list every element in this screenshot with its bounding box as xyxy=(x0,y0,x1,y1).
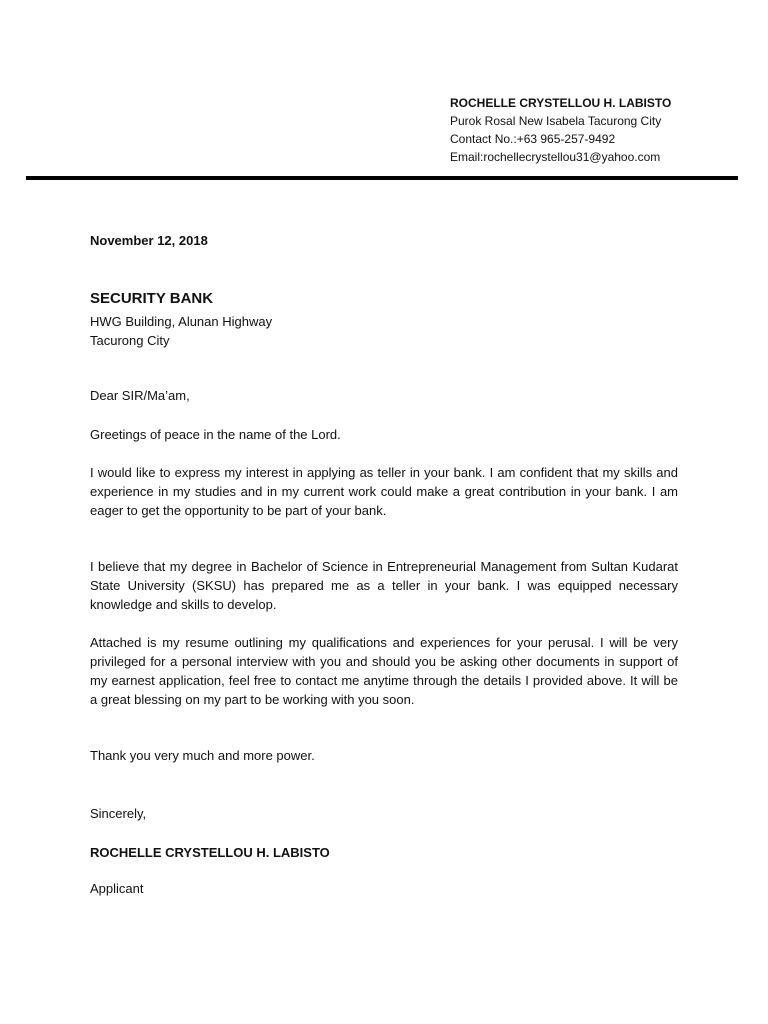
paragraph-resume: Attached is my resume outlining my qualifications and experiences for your perusal. I will be very privileged for a personal interview with you and should you be asking other documents in support of my earnest application, feel free to contact me anytime through the details I provided above. It will be a great blessing on my part to be working with you soon. xyxy=(90,635,678,707)
paragraph-thanks: Thank you very much and more power. xyxy=(90,748,315,763)
sender-email: Email:rochellecrystellou31@yahoo.com xyxy=(450,150,661,164)
sender-name: ROCHELLE CRYSTELLOU H. LABISTO xyxy=(450,96,672,110)
salutation: Dear SIR/Ma’am, xyxy=(90,388,190,403)
closing: Sincerely, xyxy=(90,806,147,821)
sender-contact: Contact No.:+63 965-257-9492 xyxy=(450,132,616,146)
recipient-address xyxy=(90,312,272,350)
signature-name: ROCHELLE CRYSTELLOU H. LABISTO xyxy=(90,845,330,860)
signature-title: Applicant xyxy=(90,881,144,896)
header-divider xyxy=(26,176,738,180)
paragraph-greeting: Greetings of peace in the name of the Lord. xyxy=(90,427,341,442)
paragraph-interest: I would like to express my interest in applying as teller in your bank. I am confident that my skills and experience in my studies and in my current work could make a great contribution in your bank. I am eager to get the opportunity to be part of your bank. xyxy=(90,465,678,518)
recipient-address-line1: HWG Building, Alunan Highway xyxy=(90,314,273,329)
recipient-name: SECURITY BANK xyxy=(90,290,214,307)
sender-header xyxy=(450,94,750,166)
recipient-address-line2: Tacurong City xyxy=(90,333,170,348)
sender-address: Purok Rosal New Isabela Tacurong City xyxy=(450,114,662,128)
paragraph-degree: I believe that my degree in Bachelor of Science in Entrepreneurial Management from Sultan Kudarat State University (SKSU) has prepared me as a teller in your bank. I was equipped necessary knowledge and skills to develop. xyxy=(90,559,678,612)
letter-date: November 12, 2018 xyxy=(90,233,208,248)
